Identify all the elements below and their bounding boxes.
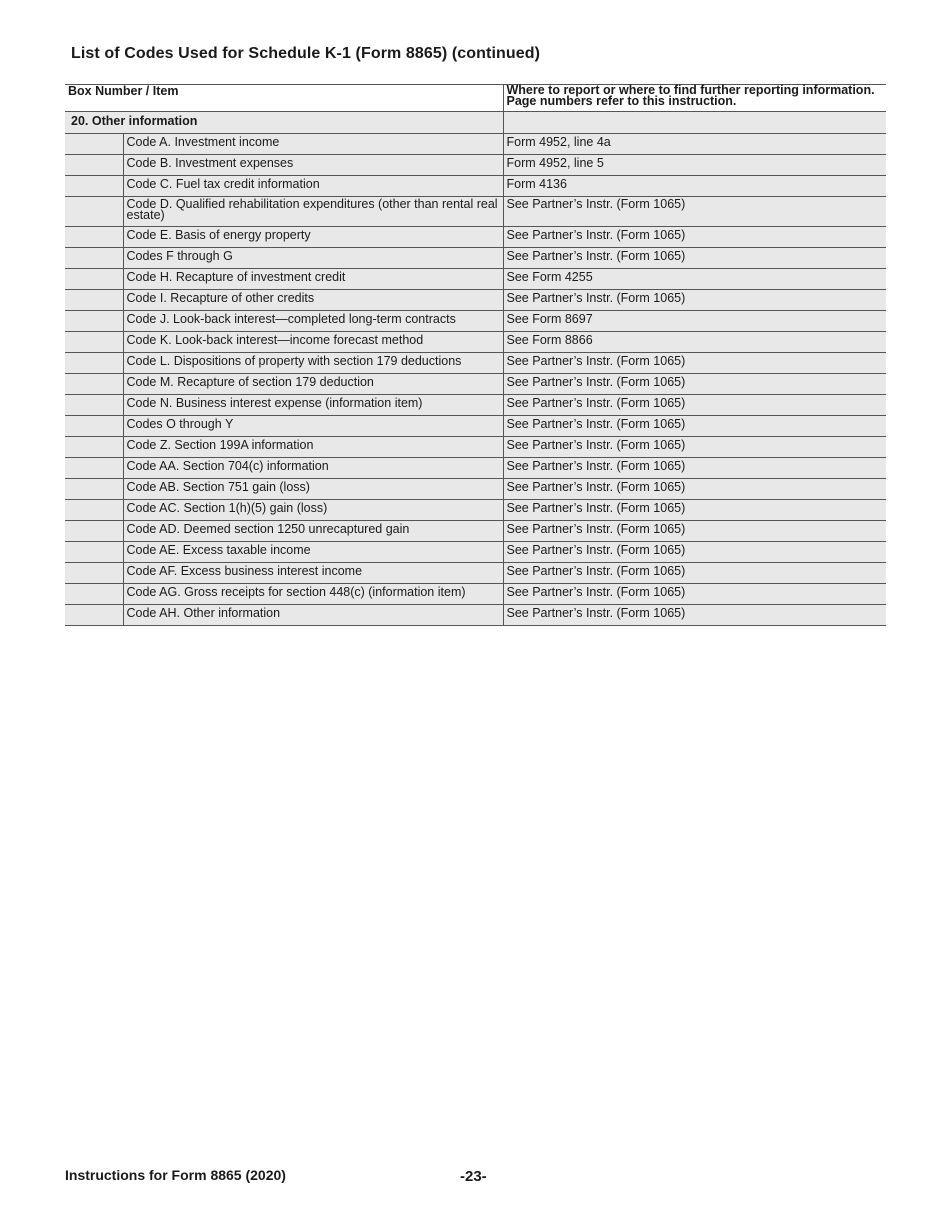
table-row [65, 374, 886, 395]
table-row [65, 584, 886, 605]
where-to-report-cell: See Form 8697 [503, 311, 886, 332]
where-to-report-cell: See Partner’s Instr. (Form 1065) [503, 395, 886, 416]
table-row [65, 479, 886, 500]
section-label: 20. Other information [65, 112, 503, 134]
indent-cell [65, 479, 123, 500]
table-header-row [65, 85, 886, 112]
indent-cell [65, 416, 123, 437]
table-row [65, 227, 886, 248]
table-row [65, 290, 886, 311]
codes-table-body [65, 112, 886, 626]
where-to-report-cell: See Partner’s Instr. (Form 1065) [503, 248, 886, 269]
table-row [65, 542, 886, 563]
table-row [65, 332, 886, 353]
table-row [65, 521, 886, 542]
code-item-cell: Code AC. Section 1(h)(5) gain (loss) [123, 500, 503, 521]
where-to-report-cell: See Partner’s Instr. (Form 1065) [503, 437, 886, 458]
where-to-report-cell: See Partner’s Instr. (Form 1065) [503, 500, 886, 521]
code-item-cell: Code C. Fuel tax credit information [123, 176, 503, 197]
where-to-report-cell: See Partner’s Instr. (Form 1065) [503, 584, 886, 605]
indent-cell [65, 227, 123, 248]
table-row [65, 311, 886, 332]
code-item-cell: Code AB. Section 751 gain (loss) [123, 479, 503, 500]
indent-cell [65, 458, 123, 479]
footer-form-title: Instructions for Form 8865 (2020) [65, 1167, 286, 1183]
indent-cell [65, 437, 123, 458]
where-to-report-cell: Form 4136 [503, 176, 886, 197]
code-item-cell: Code AH. Other information [123, 605, 503, 626]
table-row [65, 563, 886, 584]
code-item-cell: Code I. Recapture of other credits [123, 290, 503, 311]
code-item-cell: Code A. Investment income [123, 134, 503, 155]
codes-table [65, 84, 886, 626]
where-to-report-cell: See Partner’s Instr. (Form 1065) [503, 479, 886, 500]
where-to-report-cell: Form 4952, line 4a [503, 134, 886, 155]
code-item-cell: Code H. Recapture of investment credit [123, 269, 503, 290]
where-to-report-cell: See Partner’s Instr. (Form 1065) [503, 521, 886, 542]
indent-cell [65, 290, 123, 311]
code-item-cell: Code L. Dispositions of property with section 179 deductions [123, 353, 503, 374]
code-item-cell: Code AE. Excess taxable income [123, 542, 503, 563]
indent-cell [65, 374, 123, 395]
code-item-cell: Code D. Qualified rehabilitation expenditures (other than rental real estate) [123, 197, 503, 227]
table-row [65, 353, 886, 374]
code-item-cell: Code M. Recapture of section 179 deduction [123, 374, 503, 395]
indent-cell [65, 563, 123, 584]
indent-cell [65, 353, 123, 374]
where-to-report-cell: See Partner’s Instr. (Form 1065) [503, 605, 886, 626]
table-row [65, 248, 886, 269]
where-to-report-cell: See Partner’s Instr. (Form 1065) [503, 353, 886, 374]
indent-cell [65, 176, 123, 197]
table-row [65, 197, 886, 227]
section-row-other-information [65, 112, 886, 134]
indent-cell [65, 248, 123, 269]
page-title: List of Codes Used for Schedule K-1 (Form 8865) (continued) [71, 45, 541, 62]
code-item-cell: Code AA. Section 704(c) information [123, 458, 503, 479]
indent-cell [65, 395, 123, 416]
where-to-report-cell: See Partner’s Instr. (Form 1065) [503, 197, 886, 227]
section-empty-cell [503, 112, 886, 134]
code-item-cell: Code AD. Deemed section 1250 unrecaptured gain [123, 521, 503, 542]
table-row [65, 458, 886, 479]
where-to-report-cell: See Partner’s Instr. (Form 1065) [503, 563, 886, 584]
indent-cell [65, 269, 123, 290]
where-to-report-cell: Form 4952, line 5 [503, 155, 886, 176]
where-to-report-cell: See Partner’s Instr. (Form 1065) [503, 458, 886, 479]
code-item-cell: Codes F through G [123, 248, 503, 269]
code-item-cell: Code AF. Excess business interest income [123, 563, 503, 584]
code-item-cell: Codes O through Y [123, 416, 503, 437]
where-to-report-cell: See Partner’s Instr. (Form 1065) [503, 290, 886, 311]
table-row [65, 500, 886, 521]
code-item-cell: Code N. Business interest expense (information item) [123, 395, 503, 416]
indent-cell [65, 155, 123, 176]
table-row [65, 269, 886, 290]
code-item-cell: Code AG. Gross receipts for section 448(c) (information item) [123, 584, 503, 605]
indent-cell [65, 197, 123, 227]
table-row [65, 416, 886, 437]
table-row [65, 395, 886, 416]
code-item-cell: Code K. Look-back interest—income forecast method [123, 332, 503, 353]
table-row [65, 437, 886, 458]
header-box-number-item: Box Number / Item [65, 85, 503, 112]
table-row [65, 155, 886, 176]
table-row [65, 605, 886, 626]
indent-cell [65, 542, 123, 563]
header-where-to-report: Where to report or where to find further reporting information. Page numbers refer to this instruction. [503, 85, 886, 112]
where-to-report-cell: See Form 8866 [503, 332, 886, 353]
where-to-report-cell: See Partner’s Instr. (Form 1065) [503, 227, 886, 248]
code-item-cell: Code J. Look-back interest—completed long-term contracts [123, 311, 503, 332]
indent-cell [65, 500, 123, 521]
indent-cell [65, 605, 123, 626]
where-to-report-cell: See Partner’s Instr. (Form 1065) [503, 374, 886, 395]
code-item-cell: Code E. Basis of energy property [123, 227, 503, 248]
indent-cell [65, 311, 123, 332]
code-item-cell: Code B. Investment expenses [123, 155, 503, 176]
where-to-report-cell: See Partner’s Instr. (Form 1065) [503, 542, 886, 563]
indent-cell [65, 332, 123, 353]
indent-cell [65, 521, 123, 542]
code-item-cell: Code Z. Section 199A information [123, 437, 503, 458]
footer-page-number: -23- [460, 1168, 487, 1185]
indent-cell [65, 134, 123, 155]
where-to-report-cell: See Partner’s Instr. (Form 1065) [503, 416, 886, 437]
table-row [65, 134, 886, 155]
where-to-report-cell: See Form 4255 [503, 269, 886, 290]
indent-cell [65, 584, 123, 605]
table-row [65, 176, 886, 197]
